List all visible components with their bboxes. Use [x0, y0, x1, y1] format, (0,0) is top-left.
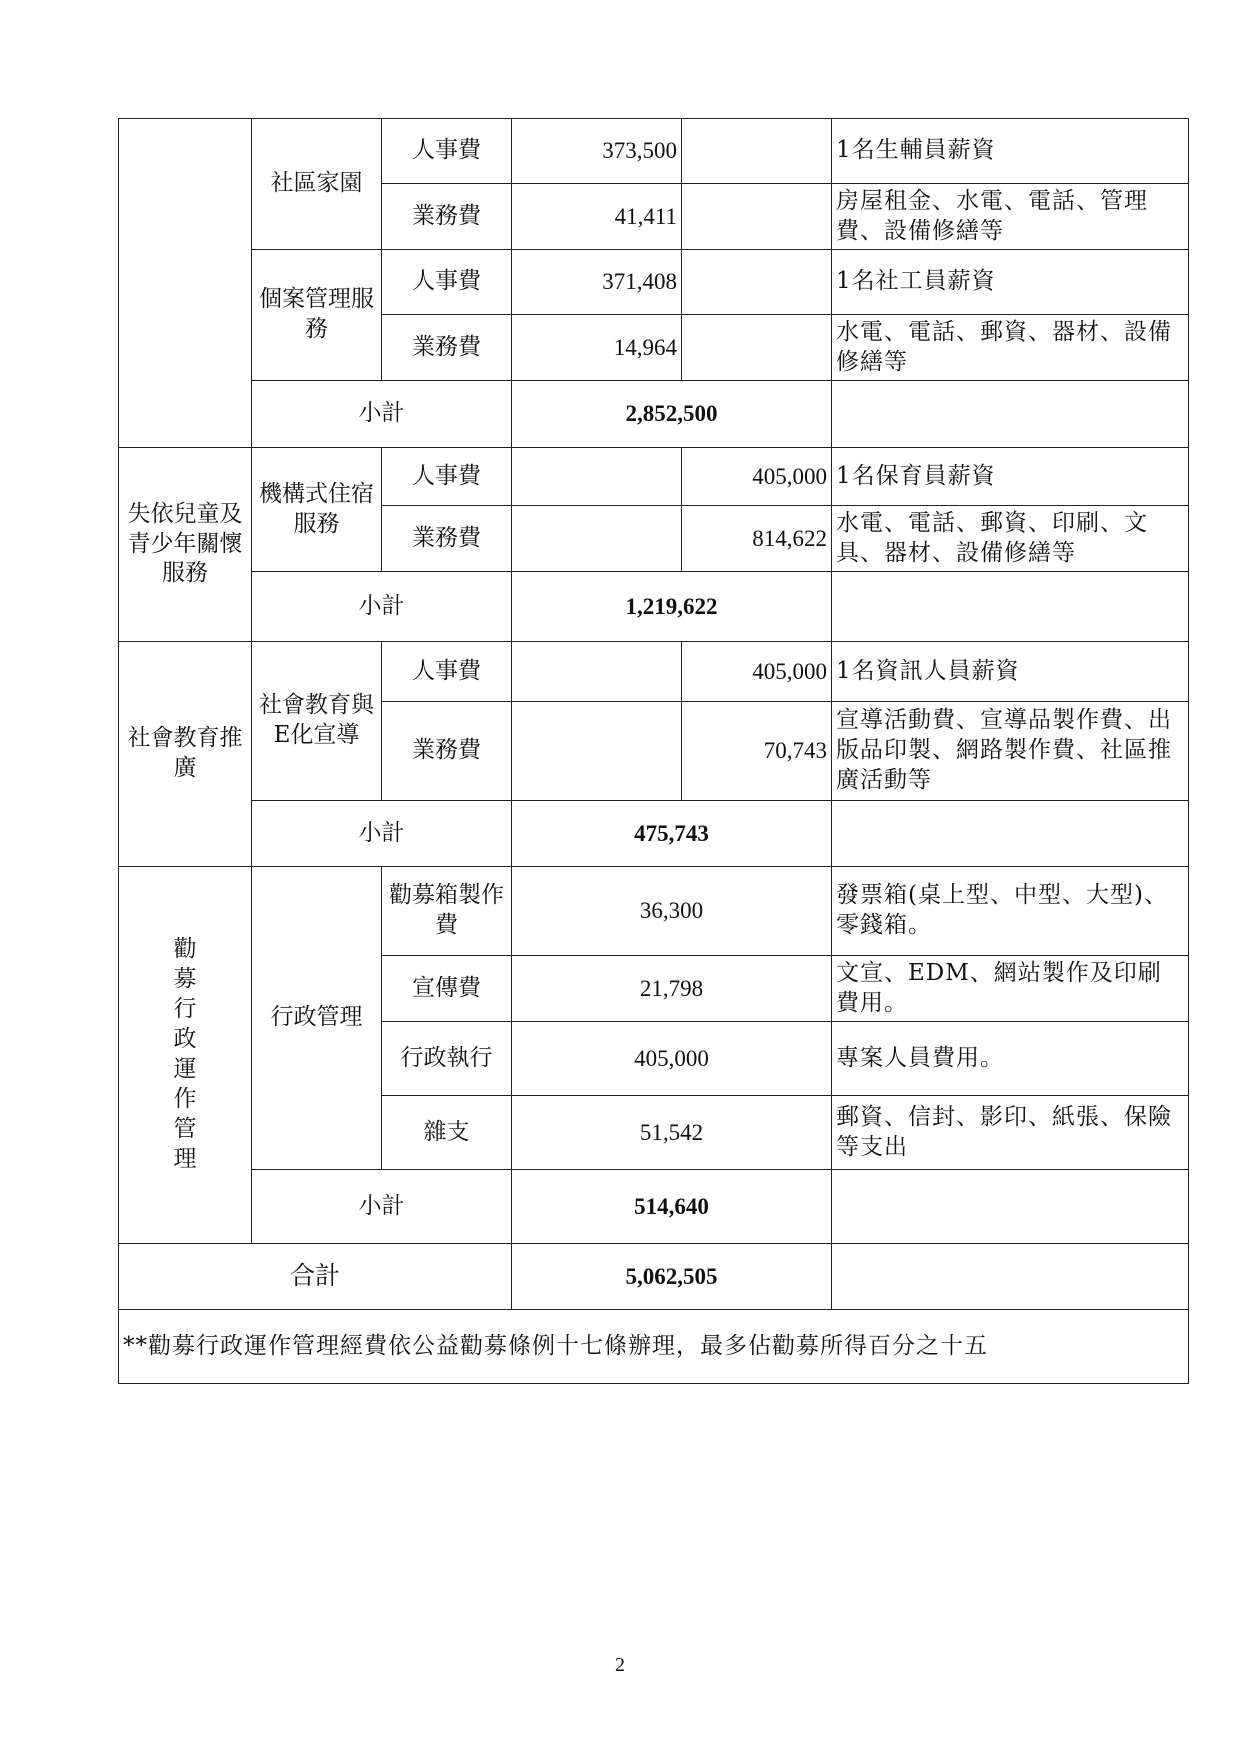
footnote: **勸募行政運作管理經費依公益勸募條例十七條辦理，最多佔勸募所得百分之十五: [119, 1310, 1189, 1384]
program-label: 行政管理: [252, 867, 382, 1170]
amount-cell-empty: [682, 315, 832, 381]
subtotal-row: [119, 1170, 1189, 1244]
table-row: [119, 119, 1189, 184]
note-cell: 郵資、信封、影印、紙張、保險等支出: [832, 1096, 1189, 1170]
note-cell: 宣導活動費、宣導品製作費、出版品印製、網路製作費、社區推廣活動等: [832, 702, 1189, 801]
amount-cell-empty: [682, 119, 832, 184]
subtotal-amount: 1,219,622: [512, 572, 832, 642]
category-label: 失依兒童及青少年關懷服務: [119, 448, 252, 642]
subtotal-amount: 475,743: [512, 801, 832, 867]
program-label: 社會教育與E化宣導: [252, 642, 382, 801]
amount-cell: 814,622: [682, 506, 832, 572]
item-label: 宣傳費: [382, 956, 512, 1022]
item-label: 業務費: [382, 702, 512, 801]
note-cell-empty: [832, 1170, 1189, 1244]
note-cell: 1名生輔員薪資: [832, 119, 1189, 184]
total-row: [119, 1244, 1189, 1310]
amount-cell: 405,000: [512, 1022, 832, 1096]
subtotal-label: 小計: [252, 572, 512, 642]
item-label: 人事費: [382, 642, 512, 702]
footnote-row: [119, 1310, 1189, 1384]
total-amount: 5,062,505: [512, 1244, 832, 1310]
item-label: 行政執行: [382, 1022, 512, 1096]
subtotal-row: [119, 572, 1189, 642]
table-row: [119, 867, 1189, 956]
subtotal-amount: 2,852,500: [512, 381, 832, 448]
item-label: 業務費: [382, 506, 512, 572]
amount-cell: 14,964: [512, 315, 682, 381]
note-cell: 房屋租金、水電、電話、管理費、設備修繕等: [832, 184, 1189, 250]
note-cell: 水電、電話、郵資、印刷、文具、器材、設備修繕等: [832, 506, 1189, 572]
note-cell-empty: [832, 572, 1189, 642]
subtotal-row: [119, 381, 1189, 448]
amount-cell: 70,743: [682, 702, 832, 801]
amount-cell-empty: [682, 184, 832, 250]
program-label: 個案管理服務: [252, 250, 382, 381]
item-label: 業務費: [382, 184, 512, 250]
item-label: 人事費: [382, 250, 512, 315]
note-cell: 1名社工員薪資: [832, 250, 1189, 315]
subtotal-row: [119, 801, 1189, 867]
amount-cell: 405,000: [682, 642, 832, 702]
item-label: 人事費: [382, 448, 512, 506]
category-label-text: 勸募行政運作管理: [173, 936, 197, 1172]
note-cell: 文宣、EDM、網站製作及印刷費用。: [832, 956, 1189, 1022]
amount-cell: 405,000: [682, 448, 832, 506]
amount-cell-empty: [512, 506, 682, 572]
program-label: 機構式住宿服務: [252, 448, 382, 572]
amount-cell: 373,500: [512, 119, 682, 184]
item-label: 人事費: [382, 119, 512, 184]
amount-cell-empty: [512, 642, 682, 702]
category-label: [119, 867, 252, 1244]
category-cell-blank: [119, 119, 252, 448]
note-cell-empty: [832, 801, 1189, 867]
item-label: 雜支: [382, 1096, 512, 1170]
item-label: 業務費: [382, 315, 512, 381]
note-cell: 1名保育員薪資: [832, 448, 1189, 506]
program-label: 社區家園: [252, 119, 382, 250]
subtotal-label: 小計: [252, 1170, 512, 1244]
subtotal-amount: 514,640: [512, 1170, 832, 1244]
note-cell: 水電、電話、郵資、器材、設備修繕等: [832, 315, 1189, 381]
amount-cell-empty: [512, 448, 682, 506]
subtotal-label: 小計: [252, 381, 512, 448]
item-label: 勸募箱製作費: [382, 867, 512, 956]
subtotal-label: 小計: [252, 801, 512, 867]
note-cell: 發票箱(桌上型、中型、大型)、零錢箱。: [832, 867, 1189, 956]
note-cell: 1名資訊人員薪資: [832, 642, 1189, 702]
amount-cell: 371,408: [512, 250, 682, 315]
total-label: 合計: [119, 1244, 512, 1310]
table-row: [119, 642, 1189, 702]
note-cell: 專案人員費用。: [832, 1022, 1189, 1096]
amount-cell-empty: [682, 250, 832, 315]
table-row: [119, 448, 1189, 506]
note-cell-empty: [832, 1244, 1189, 1310]
amount-cell-empty: [512, 702, 682, 801]
amount-cell: 21,798: [512, 956, 832, 1022]
page-number: 2: [615, 1654, 625, 1676]
amount-cell: 51,542: [512, 1096, 832, 1170]
amount-cell: 41,411: [512, 184, 682, 250]
note-cell-empty: [832, 381, 1189, 448]
category-label: 社會教育推廣: [119, 642, 252, 867]
budget-table: [118, 118, 1189, 1384]
amount-cell: 36,300: [512, 867, 832, 956]
table-row: [119, 250, 1189, 315]
